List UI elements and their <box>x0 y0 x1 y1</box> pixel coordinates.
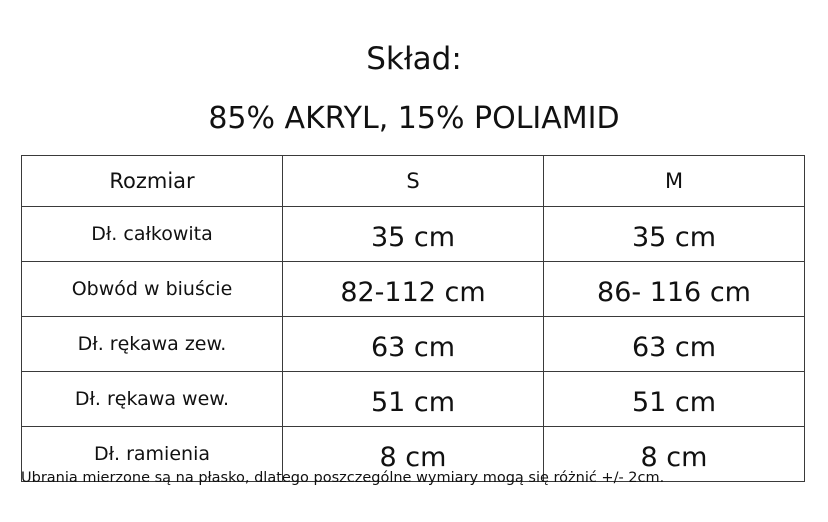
row-label: Obwód w biuście <box>22 262 283 317</box>
row-label: Dł. rękawa zew. <box>22 317 283 372</box>
header-size: Rozmiar <box>22 156 283 207</box>
size-table <box>21 155 805 482</box>
composition-value: 85% AKRYL, 15% POLIAMID <box>208 101 620 136</box>
value-s: 82-112 cm <box>283 262 544 317</box>
composition-title: Skład: <box>366 41 462 77</box>
table-row <box>22 262 805 317</box>
header-s: S <box>283 156 544 207</box>
table-header-row <box>22 156 805 207</box>
value-m: 8 cm <box>544 427 805 482</box>
value-s: 35 cm <box>283 207 544 262</box>
row-label: Dł. całkowita <box>22 207 283 262</box>
row-label: Dł. rękawa wew. <box>22 372 283 427</box>
value-m: 51 cm <box>544 372 805 427</box>
header-m: M <box>544 156 805 207</box>
row-label: Dł. ramienia <box>22 427 283 482</box>
table-row <box>22 317 805 372</box>
table-row <box>22 372 805 427</box>
value-s: 63 cm <box>283 317 544 372</box>
value-s: 51 cm <box>283 372 544 427</box>
table-row <box>22 207 805 262</box>
value-m: 86- 116 cm <box>544 262 805 317</box>
value-m: 35 cm <box>544 207 805 262</box>
value-m: 63 cm <box>544 317 805 372</box>
measurement-footnote: Ubrania mierzone są na płasko, dlatego poszczególne wymiary mogą się różnić +/- 2cm. <box>21 470 665 486</box>
value-s: 8 cm <box>283 427 544 482</box>
